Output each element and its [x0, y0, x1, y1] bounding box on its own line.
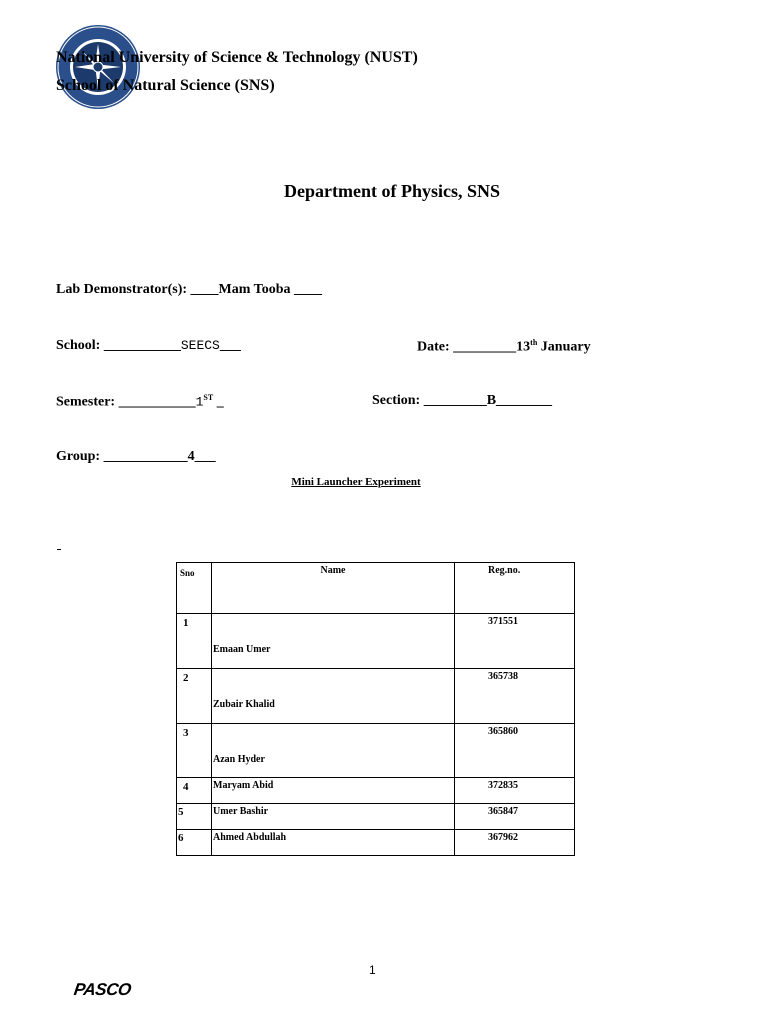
row-reg: 365860 [488, 726, 518, 737]
header-sno-cell [177, 563, 212, 614]
table-row [177, 830, 575, 856]
row-name: Emaan Umer [213, 644, 271, 655]
section-field [372, 393, 552, 409]
table-row [177, 724, 575, 778]
section-label: Section: [372, 393, 421, 408]
semester-label: Semester: [56, 394, 116, 410]
header-sno: Sno [180, 568, 195, 578]
header-name: Name [320, 565, 346, 576]
experiment-title: Mini Launcher Experiment [291, 476, 421, 488]
page-title: Department of Physics, SNS [284, 181, 500, 201]
row-name: Azan Hyder [213, 754, 265, 765]
table-header-row [177, 563, 575, 614]
table-row [177, 614, 575, 669]
semester-suffix: ST [203, 393, 214, 402]
school-value-code: SEECS [180, 338, 220, 353]
table-row [177, 669, 575, 724]
lab-demonstrator-label: Lab Demonstrator(s): [56, 282, 188, 297]
school-field [56, 338, 241, 354]
header-name-cell [212, 563, 455, 614]
row-reg: 365847 [488, 806, 518, 817]
row-name: Umer Bashir [213, 806, 269, 817]
date-field [417, 338, 591, 356]
header-reg-cell [455, 563, 575, 614]
row-sno: 5 [178, 806, 184, 818]
group-value: ____________4___ [103, 449, 216, 464]
members-table [176, 562, 575, 856]
university-name: National University of Science & Technology (NUST) [56, 49, 418, 66]
school-value-tail: ___ [219, 338, 241, 353]
table-row [177, 804, 575, 830]
school-label: School: [56, 338, 101, 353]
section-value: _________B________ [423, 393, 553, 408]
university-seal-logo [55, 24, 141, 110]
row-reg: 372835 [488, 780, 518, 791]
row-sno: 3 [183, 727, 189, 739]
date-suffix: th [530, 338, 538, 347]
row-sno: 6 [178, 832, 184, 844]
header-reg: Reg.no. [488, 565, 521, 576]
group-label: Group: [56, 449, 101, 464]
date-value-tail: January [537, 339, 591, 355]
row-sno: 4 [183, 781, 189, 793]
semester-value-number: 1 [195, 394, 204, 410]
school-name: School of Natural Science (SNS) [56, 77, 275, 94]
row-name: Maryam Abid [213, 780, 274, 791]
page-number: 1 [369, 963, 376, 977]
row-reg: 371551 [488, 616, 518, 627]
pasco-logo: PASCO [72, 980, 133, 999]
lab-demonstrator-field [56, 282, 322, 298]
group-field [56, 449, 216, 465]
row-name: Zubair Khalid [213, 699, 275, 710]
semester-value: ___________ [118, 394, 196, 410]
row-sno: 2 [183, 672, 189, 684]
row-reg: 365738 [488, 671, 518, 682]
row-reg: 367962 [488, 832, 518, 843]
table-row [177, 778, 575, 804]
stray-dash [57, 549, 61, 550]
row-name: Ahmed Abdullah [213, 832, 287, 843]
date-label: Date: [417, 339, 450, 355]
date-value: _________13 [453, 339, 531, 355]
semester-field [56, 393, 224, 411]
semester-value-tail: _ [213, 394, 224, 410]
school-value: ___________ [103, 338, 181, 353]
lab-demonstrator-value: ____Mam Tooba ____ [190, 282, 322, 297]
row-sno: 1 [183, 617, 189, 629]
